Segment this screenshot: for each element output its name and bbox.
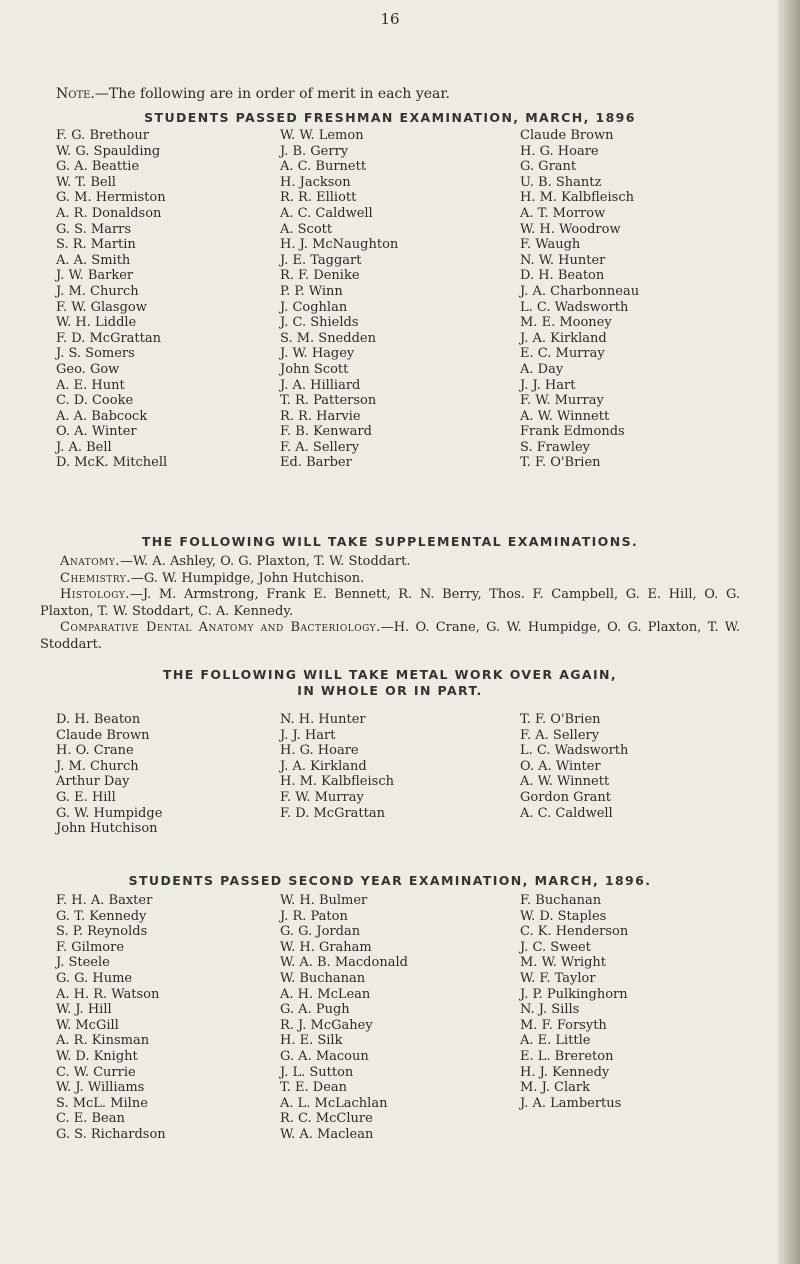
list-item: G. W. Humpidge bbox=[56, 805, 163, 821]
list-item: H. G. Hoare bbox=[280, 743, 359, 759]
list-item: W. J. Hill bbox=[56, 1002, 112, 1018]
list-item: A. A. Smith bbox=[56, 252, 131, 268]
list-item: T. F. O'Brien bbox=[520, 455, 601, 471]
list-item: W. G. Spaulding bbox=[56, 143, 161, 159]
list-item: H. M. Kalbfleisch bbox=[280, 774, 394, 790]
list-item: W. H. Woodrow bbox=[520, 221, 621, 237]
list-item: S. McL. Milne bbox=[56, 1095, 148, 1111]
list-item: Ed. Barber bbox=[280, 455, 352, 471]
list-item: Claude Brown bbox=[520, 128, 614, 143]
list-item: A. T. Morrow bbox=[520, 205, 606, 221]
list-item: E. C. Murray bbox=[520, 346, 605, 362]
list-item: H. J. McNaughton bbox=[280, 237, 399, 253]
list-item: J. C. Sweet bbox=[520, 939, 591, 955]
list-item: G. A. Macoun bbox=[280, 1048, 369, 1064]
list-item: W. H. Graham bbox=[280, 939, 372, 955]
list-item: M. W. Wright bbox=[520, 955, 606, 971]
list-item: D. McK. Mitchell bbox=[56, 455, 168, 471]
list-item: C. E. Bean bbox=[56, 1111, 125, 1127]
supplemental-entry-anatomy: Anatomy.—W. A. Ashley, O. G. Plaxton, T. W. Stoddart. bbox=[60, 554, 411, 569]
list-item: G. S. Richardson bbox=[56, 1126, 166, 1142]
list-item: G. A. Pugh bbox=[280, 1002, 350, 1018]
list-item: A. H. McLean bbox=[280, 986, 371, 1002]
list-item: G. T. Kennedy bbox=[56, 908, 147, 924]
list-item: J. A. Kirkland bbox=[520, 330, 607, 346]
list-item: W. J. Williams bbox=[56, 1080, 145, 1096]
list-item: J. L. Sutton bbox=[280, 1064, 354, 1080]
list-item: H. M. Kalbfleisch bbox=[520, 190, 634, 206]
list-item: A. C. Caldwell bbox=[280, 205, 373, 221]
list-item: S. R. Martin bbox=[56, 237, 136, 253]
list-item: F. D. McGrattan bbox=[56, 330, 161, 346]
list-item: F. D. McGrattan bbox=[280, 805, 385, 821]
list-item: G. Grant bbox=[520, 159, 577, 175]
list-item: Arthur Day bbox=[56, 774, 130, 790]
list-item: J. J. Hart bbox=[520, 377, 576, 393]
metal-work-heading: THE FOLLOWING WILL TAKE METAL WORK OVER AGAIN, bbox=[162, 667, 618, 682]
list-item: J. A. Hilliard bbox=[280, 377, 361, 393]
list-item: O. A. Winter bbox=[520, 758, 601, 774]
list-item: P. P. Winn bbox=[280, 283, 343, 299]
list-item: J. S. Somers bbox=[56, 346, 135, 362]
metal-work-columns bbox=[56, 712, 750, 837]
list-item: A. C. Burnett bbox=[280, 159, 367, 175]
list-item: N. J. Sills bbox=[520, 1002, 580, 1018]
list-item: J. P. Pulkinghorn bbox=[520, 986, 628, 1002]
list-item: A. C. Caldwell bbox=[520, 805, 613, 821]
list-item: G. A. Beattie bbox=[56, 159, 140, 175]
list-item: John Hutchison bbox=[56, 821, 158, 837]
supplemental-heading: THE FOLLOWING WILL TAKE SUPPLEMENTAL EXAMINATIONS. bbox=[141, 534, 639, 549]
list-item: A. H. R. Watson bbox=[56, 986, 160, 1002]
list-item: H. O. Crane bbox=[56, 743, 134, 759]
metal-work-col-2 bbox=[280, 712, 520, 837]
list-item: O. A. Winter bbox=[56, 424, 137, 440]
freshman-col-1 bbox=[56, 128, 280, 471]
list-item: G. M. Hermiston bbox=[56, 190, 166, 206]
list-item: R. J. McGahey bbox=[280, 1017, 373, 1033]
page-edge bbox=[778, 0, 800, 1264]
supplemental-entry-histology: Histology.—J. M. Armstrong, Frank E. Bennett, R. N. Berry, Thos. F. Campbell, G. E. Hill, O. G. Plaxton, T. W. Stoddart, C. A. Kennedy. bbox=[40, 587, 740, 619]
second-year-heading: STUDENTS PASSED SECOND YEAR EXAMINATION, MARCH, 1896. bbox=[128, 873, 652, 888]
second-year-col-1 bbox=[56, 893, 280, 1143]
list-item: G. G. Hume bbox=[56, 970, 133, 986]
list-item: T. E. Dean bbox=[280, 1080, 348, 1096]
list-item: N. H. Hunter bbox=[280, 712, 366, 727]
list-item: A. R. Kinsman bbox=[56, 1033, 150, 1049]
list-item: A. W. Winnett bbox=[520, 774, 610, 790]
list-item: L. C. Wadsworth bbox=[520, 299, 629, 315]
list-item: John Scott bbox=[280, 361, 349, 377]
list-item: G. S. Marrs bbox=[56, 221, 132, 237]
freshman-heading: STUDENTS PASSED FRESHMAN EXAMINATION, MARCH, 1896 bbox=[144, 110, 636, 125]
page-number: 16 bbox=[380, 10, 400, 28]
list-item: C. W. Currie bbox=[56, 1064, 136, 1080]
supplemental-list bbox=[40, 554, 740, 653]
list-item: F. W. Glasgow bbox=[56, 299, 147, 315]
freshman-col-2 bbox=[280, 128, 520, 471]
list-item: J. C. Shields bbox=[280, 315, 359, 331]
list-item: J. W. Barker bbox=[56, 268, 134, 284]
list-item: W. W. Lemon bbox=[280, 128, 364, 143]
list-item: F. A. Sellery bbox=[280, 439, 360, 455]
list-item: J. M. Church bbox=[56, 758, 139, 774]
list-item: J. A. Bell bbox=[56, 439, 112, 455]
freshman-columns bbox=[56, 128, 750, 471]
list-item: Gordon Grant bbox=[520, 789, 612, 805]
list-item: W. D. Staples bbox=[520, 908, 607, 924]
list-item: Geo. Gow bbox=[56, 361, 120, 377]
list-item: R. F. Denike bbox=[280, 268, 360, 284]
note-lead: Note. bbox=[56, 86, 95, 102]
list-item: S. Frawley bbox=[520, 439, 591, 455]
list-item: R. C. McClure bbox=[280, 1111, 373, 1127]
list-item: F. G. Brethour bbox=[56, 128, 149, 143]
list-item: F. Buchanan bbox=[520, 893, 602, 908]
list-item: T. F. O'Brien bbox=[520, 712, 601, 727]
supplemental-entry-dental-anatomy: Comparative Dental Anatomy and Bacteriology.—H. O. Crane, G. W. Humpidge, O. G. Plaxton, T. W. Stoddart. bbox=[40, 620, 740, 652]
list-item: H. E. Silk bbox=[280, 1033, 343, 1049]
list-item: J. E. Taggart bbox=[280, 252, 362, 268]
list-item: A. Day bbox=[520, 361, 564, 377]
list-item: F. W. Murray bbox=[280, 789, 364, 805]
list-item: H. J. Kennedy bbox=[520, 1064, 610, 1080]
list-item: W. D. Knight bbox=[56, 1048, 138, 1064]
list-item: D. H. Beaton bbox=[520, 268, 605, 284]
list-item: T. R. Patterson bbox=[280, 393, 377, 409]
second-year-col-2 bbox=[280, 893, 520, 1143]
note-text: —The following are in order of merit in each year. bbox=[94, 86, 450, 102]
list-item: J. R. Paton bbox=[280, 908, 348, 924]
list-item: E. L. Brereton bbox=[520, 1048, 614, 1064]
list-item: W. McGill bbox=[56, 1017, 119, 1033]
list-item: D. H. Beaton bbox=[56, 712, 141, 727]
list-item: F. H. A. Baxter bbox=[56, 893, 153, 908]
list-item: A. W. Winnett bbox=[520, 408, 610, 424]
metal-work-col-1 bbox=[56, 712, 280, 837]
list-item: H. G. Hoare bbox=[520, 143, 599, 159]
supplemental-entry-chemistry: Chemistry.—G. W. Humpidge, John Hutchison. bbox=[60, 570, 365, 586]
list-item: Frank Edmonds bbox=[520, 424, 625, 440]
note-line bbox=[56, 86, 450, 102]
list-item: W. F. Taylor bbox=[520, 970, 596, 986]
list-item: M. F. Forsyth bbox=[520, 1017, 607, 1033]
list-item: J. J. Hart bbox=[280, 727, 336, 743]
list-item: W. H. Bulmer bbox=[280, 893, 368, 908]
list-item: J. A. Lambertus bbox=[520, 1095, 622, 1111]
list-item: F. Gilmore bbox=[56, 939, 125, 955]
list-item: N. W. Hunter bbox=[520, 252, 606, 268]
list-item: S. P. Reynolds bbox=[56, 924, 148, 940]
list-item: G. E. Hill bbox=[56, 789, 116, 805]
list-item: J. Steele bbox=[56, 955, 110, 971]
list-item: J. A. Kirkland bbox=[280, 758, 367, 774]
list-item: A. E. Hunt bbox=[56, 377, 125, 393]
list-item: J. Coghlan bbox=[280, 299, 348, 315]
list-item: M. E. Mooney bbox=[520, 315, 612, 331]
list-item: A. L. McLachlan bbox=[280, 1095, 388, 1111]
list-item: J. A. Charbonneau bbox=[520, 283, 640, 299]
list-item: A. E. Little bbox=[520, 1033, 591, 1049]
list-item: C. K. Henderson bbox=[520, 924, 629, 940]
list-item: W. A. B. Macdonald bbox=[280, 955, 408, 971]
list-item: W. Buchanan bbox=[280, 970, 366, 986]
list-item: R. R. Elliott bbox=[280, 190, 357, 206]
list-item: S. M. Snedden bbox=[280, 330, 376, 346]
list-item: U. B. Shantz bbox=[520, 174, 602, 190]
list-item: R. R. Harvie bbox=[280, 408, 361, 424]
list-item: G. G. Jordan bbox=[280, 924, 361, 940]
list-item: J. B. Gerry bbox=[280, 143, 349, 159]
list-item: J. W. Hagey bbox=[280, 346, 355, 362]
second-year-columns bbox=[56, 893, 750, 1143]
list-item: F. A. Sellery bbox=[520, 727, 600, 743]
list-item: J. M. Church bbox=[56, 283, 139, 299]
list-item: A. R. Donaldson bbox=[56, 205, 162, 221]
list-item: W. H. Liddle bbox=[56, 315, 137, 331]
metal-work-subheading: IN WHOLE OR IN PART. bbox=[297, 683, 483, 698]
second-year-col-3 bbox=[520, 893, 750, 1143]
list-item: F. B. Kenward bbox=[280, 424, 372, 440]
list-item: Claude Brown bbox=[56, 727, 150, 743]
freshman-col-3 bbox=[520, 128, 750, 471]
list-item: L. C. Wadsworth bbox=[520, 743, 629, 759]
list-item: F. W. Murray bbox=[520, 393, 604, 409]
list-item: M. J. Clark bbox=[520, 1080, 590, 1096]
list-item: A. Scott bbox=[280, 221, 333, 237]
metal-work-col-3 bbox=[520, 712, 750, 837]
list-item: H. Jackson bbox=[280, 174, 351, 190]
list-item: W. T. Bell bbox=[56, 174, 116, 190]
list-item: C. D. Cooke bbox=[56, 393, 134, 409]
list-item: W. A. Maclean bbox=[280, 1126, 374, 1142]
list-item: A. A. Babcock bbox=[56, 408, 148, 424]
list-item: F. Waugh bbox=[520, 237, 581, 253]
